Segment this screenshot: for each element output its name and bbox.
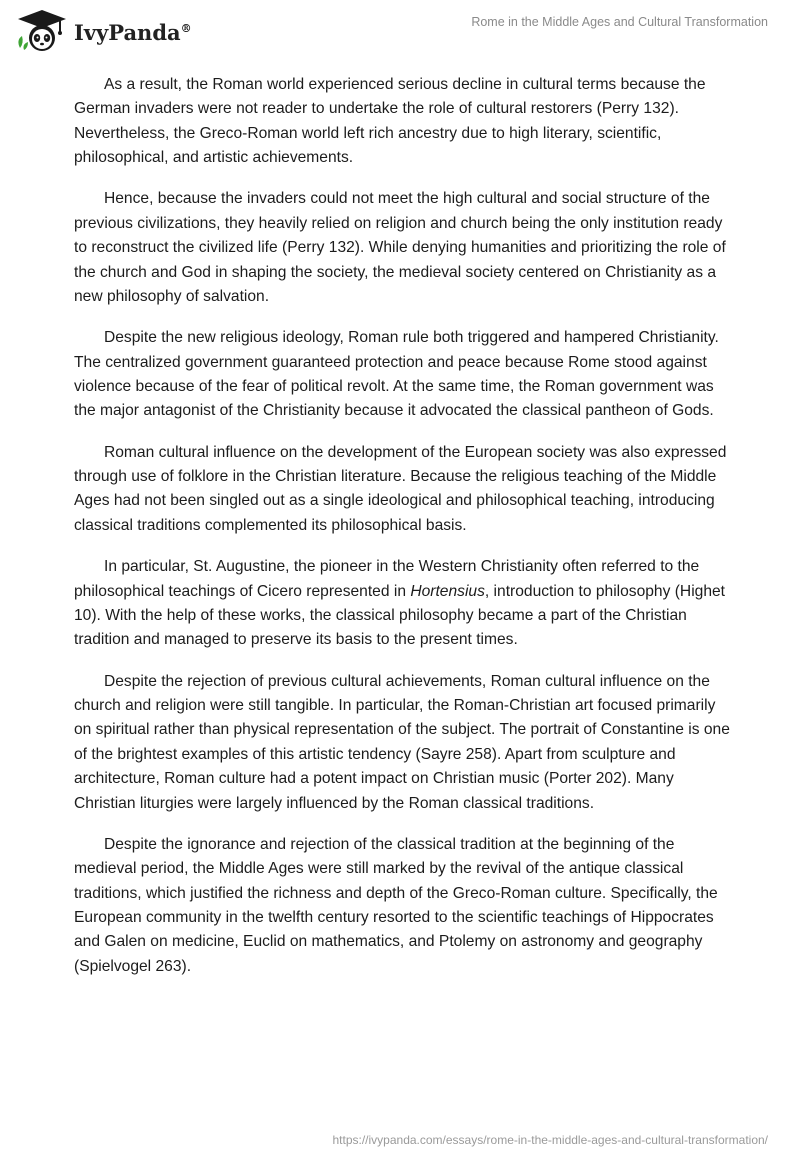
panda-graduate-icon	[14, 8, 70, 54]
paragraph: As a result, the Roman world experienced serious decline in cultural terms because the German invaders were not reader to undertake the role of cultural restorers (Perry 132). Nevertheless, the Greco-Roman world left rich ancestry due to high literary, scientific, philosophical, and artistic achievements.	[74, 76, 706, 167]
paragraph-text: In particular, St. Augustine, the pioneer in the Western Christianity often referred to the philosophical teachings of Cicero represented in	[74, 558, 700, 600]
book-title: Hortensius	[410, 582, 485, 600]
paragraph-text: , introduction to philosophy (Highet 10). With the help of these works, the classical philosophy became a part of the Christian tradition and managed to preserve its basis to the present times.	[74, 582, 726, 649]
ivypanda-logo[interactable]	[14, 8, 192, 54]
paragraph: Despite the new religious ideology, Roman rule both triggered and hampered Christianity. The centralized government guaranteed protection and peace because Rome stood against violence because of the fear of political revolt. At the same time, the Roman government was the major antagonist of the Christianity because it advocated the classical pantheon of Gods.	[74, 329, 719, 420]
paragraph: Roman cultural influence on the development of the European society was also expressed through use of folklore in the Christian literature. Because the religious teaching of the Middle Ages had not been singled out as a single ideological and philosophical teaching, introducing classical traditions complemented its philosophical basis.	[74, 443, 727, 534]
paragraph	[74, 555, 734, 653]
source-url[interactable]: https://ivypanda.com/essays/rome-in-the-middle-ages-and-cultural-transformation/	[332, 1133, 768, 1147]
brand-name: IvyPanda®	[74, 19, 192, 45]
essay-body	[74, 73, 734, 996]
document-title: Rome in the Middle Ages and Cultural Transformation	[471, 15, 768, 29]
paragraph: Hence, because the invaders could not meet the high cultural and social structure of the previous civilizations, they heavily relied on religion and church being the only institution ready to reconstruct the civilized life (Perry 132). While denying humanities and prioritizing the role of the church and God in shaping the society, the medieval society centered on Christianity as a new philosophy of salvation.	[74, 190, 726, 306]
page-header	[0, 0, 800, 60]
paragraph: Despite the ignorance and rejection of the classical tradition at the beginning of the medieval period, the Middle Ages were still marked by the revival of the antique classical traditions, which justified the richness and depth of the Greco-Roman culture. Specifically, the European community in the twelfth century resorted to the scientific teachings of Hippocrates and Galen on medicine, Euclid on mathematics, and Ptolemy on astronomy and geography (Spielvogel 263).	[74, 835, 718, 975]
paragraph: Despite the rejection of previous cultural achievements, Roman cultural influence on the church and religion were still tangible. In particular, the Roman-Christian art focused primarily on spiritual rather than physical representation of the subject. The portrait of Constantine is one of the brightest examples of this artistic tendency (Sayre 258). Apart from sculpture and architecture, Roman culture had a potent impact on Christian music (Porter 202). Many Christian liturgies were largely influenced by the Roman classical traditions.	[74, 672, 730, 812]
